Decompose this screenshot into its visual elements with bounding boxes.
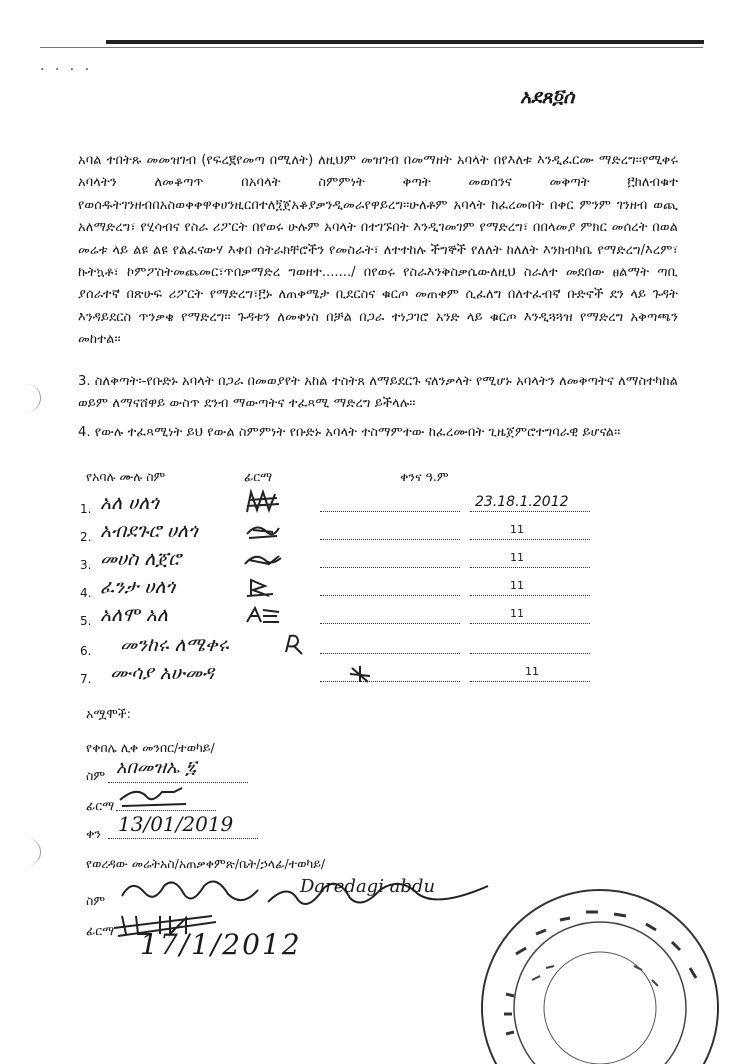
kebele-date-line: [108, 838, 258, 839]
member-date: 11: [525, 665, 539, 678]
kebele-date: 13/01/2019: [118, 812, 234, 836]
scan-specks: · · · ·: [40, 62, 93, 78]
member-name: አለ ሀለጎ: [100, 492, 159, 514]
signature-dotline: [320, 511, 460, 512]
signature-dotline: [320, 623, 460, 624]
signature-dotline: [320, 681, 460, 682]
item-4-validity: 4. የውሉ ተፈጻሚነት ይህ የውል ስምምነት የቡድኑ አባላት ተስማምተው ከፈረሙበት ጊዜጀምሮተግባራዊ ይሆናል፡፡: [78, 425, 621, 440]
date-dotline: [470, 539, 590, 540]
date-dotline: [470, 653, 590, 654]
signature-dotline: [320, 595, 460, 596]
member-name: አለሞ አለ: [100, 604, 168, 626]
date-dotline: [470, 511, 590, 512]
official-stamp-seal: [476, 884, 724, 1064]
row-number: 2.: [80, 530, 92, 544]
table-row: [80, 656, 600, 686]
table-row: [80, 486, 600, 516]
col-date-header: ቀንና ዓ.ም: [400, 469, 449, 484]
page-marker: አደጸ፬ሰ: [520, 86, 575, 108]
row-number: 4.: [80, 586, 92, 600]
member-name: ፈንታ ሀለጎ: [100, 576, 176, 598]
signature-mark: [243, 520, 283, 542]
table-row: [80, 514, 600, 544]
date-dotline: [470, 623, 590, 624]
table-row: [80, 542, 600, 572]
signature-mark: [243, 576, 283, 598]
date-dotline: [470, 595, 590, 596]
signature-dotline: [320, 653, 460, 654]
kebele-name-line: [108, 782, 248, 783]
date-dotline: [470, 567, 590, 568]
row-number: 6.: [80, 644, 92, 658]
kebele-signature: [116, 784, 196, 810]
office-name-label: ስም: [86, 893, 106, 908]
member-name: መንከሩ ለሜቀሩ: [120, 634, 229, 656]
member-date: 11: [510, 523, 524, 536]
signature-dotline: [320, 539, 460, 540]
member-name: አብደጉሮ ሀለጎ: [100, 520, 198, 542]
member-name: መሀስ ለጀሮ: [100, 548, 181, 570]
office-head-title: የወረዳው መሬትአስ/አጠቃቀምጽ/ቤት/ኃላፊ/ተወካይ/: [86, 856, 326, 871]
office-date: 17/1/2012: [140, 928, 302, 961]
kebele-signature-line: [116, 810, 216, 811]
kebele-signature-label: ፊርማ: [86, 798, 115, 813]
top-rule-shadow: [40, 47, 703, 48]
signature-dotline: [320, 567, 460, 568]
intro-paragraph: አባል ተበትጹ መመዝገብ (የፍረ፪የመጣ በሚለት) ለዚህም መዝገብ በመማዘት አባላት በየእለቱ እንዲፈርሙ ማድረግ፡፡የሚቀሩ አባላትን ለመቆጣጥ በአባላት ስምምነት ቅጣት መወሰንና መቅጣት ፫ከለብቁተ የወሰዱትገንዘብበአስወቀቀዋቀሀንዚርበተለ፺ጀአቆያቃንዲመራየዋይረግ፡፡ሁለቶም አባላት ከፈረመበት በቀር ምንም ገንዘብ ወጪ አለማድረግ፣ የሂሳብና የስራ ሪፖርት በየወሩ ሁሉም አባላት በተገኙበት እንዲገመገም የማድረግ፣ በበላመያ ምክር መሰረት በወል መሬቱ ላይ ልዩ ልዩ የልፈናውሃ እቀበ ሰትራክቸሮችን የመስራት፣ ለተተከሉ ችግኞች የለለት ከለለት እንክብካቤ የማድረግ/እረም፣ ኩትኳቶ፣ ኮምፖስትመጨመር፣ጥበቃማድረ ግወዘተ......./ በየወሩ የስራእንቅስቃሴውለዚህ ስራለተ መደበው ፀልማት ጣቢ ያሰራተኛ በጽሁፍ ሪፖርት የማድረግ፣፫ኑ ለጠቀሜታ ቢደርስና ቁርጦ መጠቀም ሲፈለግ በለተፈብኛ ቡድኖች ደን ላይ ጉዳት እንዳይደርስ ጥንቃቄ የማድረግ፡፡ ጉዳቱን ለመቀነስ በቻል በጋራ ተነጋገሮ አንድ ላይ ቁርጦ እንዲጓጓዝ የማድረግ አቅጣጫን መከተል፡፡: [78, 153, 678, 348]
punch-hole-mark: [22, 838, 41, 866]
table-row: [80, 628, 600, 658]
table-row: [80, 570, 600, 600]
row-number: 5.: [80, 614, 92, 628]
kebele-name-label: ስም: [86, 768, 106, 783]
signature-mark: [280, 632, 310, 656]
office-name: Daredagi abdu: [300, 876, 436, 897]
signature-mark: [243, 604, 283, 626]
date-dotline: [470, 681, 590, 682]
kebele-name: አበመዝኤ ፯: [116, 757, 197, 778]
approvals-heading: አሟሞች:: [86, 706, 131, 721]
col-signature-header: ፊርማ: [244, 469, 273, 484]
top-rule: [106, 40, 704, 44]
member-date: 23.18.1.2012: [475, 494, 569, 510]
row-number: 1.: [80, 502, 92, 516]
row-number: 3.: [80, 558, 92, 572]
member-name: ሙሳያ አሁመዳ: [110, 662, 214, 684]
table-row: [80, 598, 600, 628]
row-number: 7.: [80, 672, 92, 686]
office-signature-label: ፊርማ: [86, 923, 115, 938]
col-name-header: የአባሉ ሙሉ ስም: [86, 469, 166, 484]
item-3-penalties: 3. ስለቅጣት፡-የቡድኑ አባላት በጋራ በመወያየት አከል ተስትጸ ለማይደርጉ ናለንቃላት የሚሆኑ አባላትን ለመቅጣትና ለማስተካከል ወይም ለማናሸዋይ ውስጥ ደንብ ማውጣትና ተፈጻሚ ማድረግ ይችላሉ፡፡: [78, 374, 678, 412]
kebele-chair-title: የቀበሌ ሊቀ መንበር/ተወካይ/: [86, 740, 215, 755]
member-date: 11: [510, 551, 524, 564]
member-date: 11: [510, 579, 524, 592]
member-date: 11: [510, 607, 524, 620]
signature-mark: [243, 488, 283, 514]
punch-hole-mark: [22, 384, 41, 412]
kebele-date-label: ቀን: [86, 826, 101, 841]
signature-mark: [243, 548, 283, 570]
